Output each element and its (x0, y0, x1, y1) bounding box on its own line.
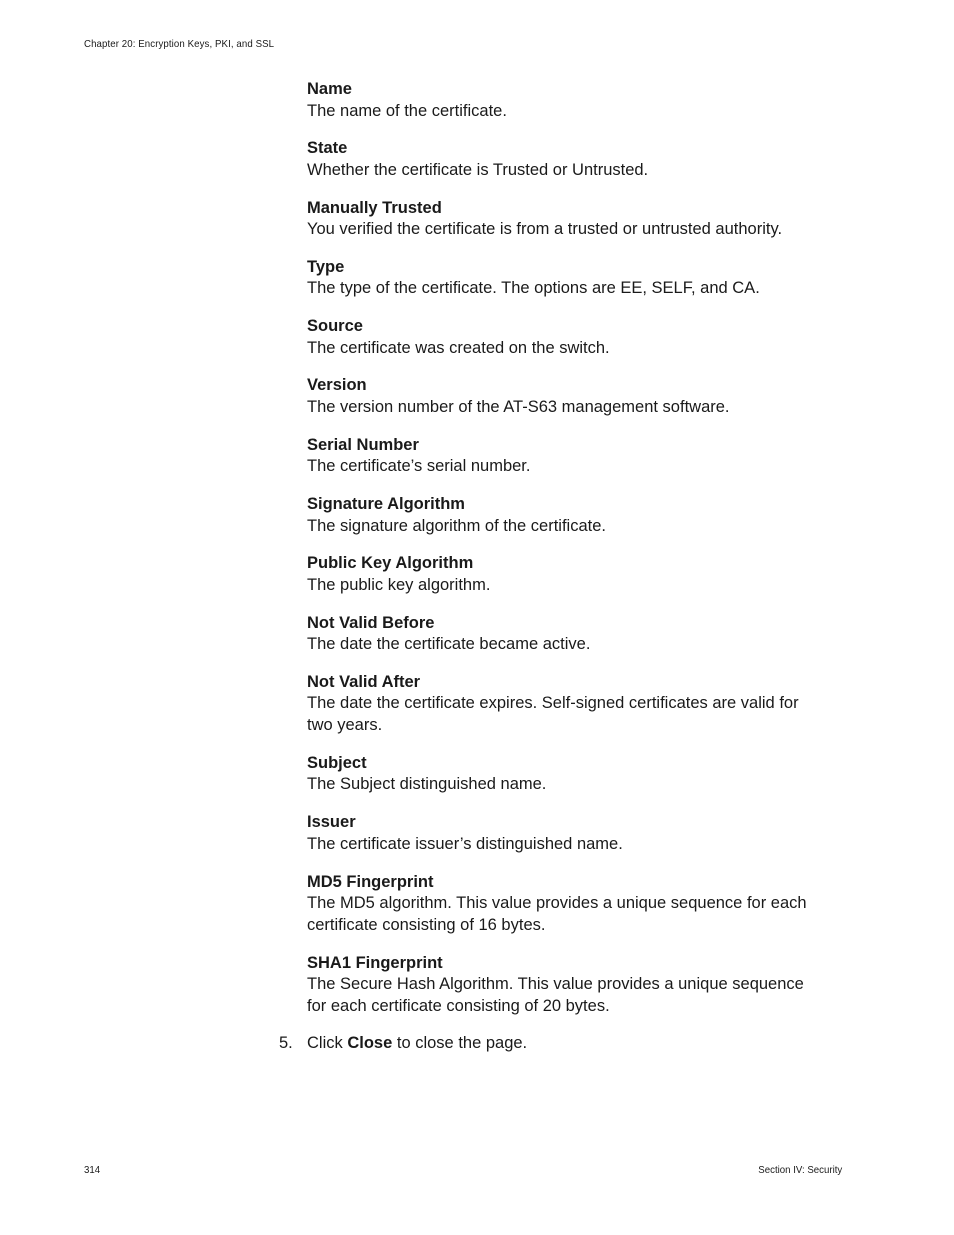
field-description: Whether the certificate is Trusted or Untrusted. (307, 160, 649, 179)
field-description: The MD5 algorithm. This value provides a unique sequence for each certificate consisting of 16 bytes. (307, 894, 807, 934)
field-definition (307, 553, 827, 612)
field-description: The signature algorithm of the certificate. (307, 516, 606, 535)
field-definition (307, 435, 827, 494)
step-number: 5. (279, 1034, 293, 1052)
field-description: The certificate was created on the switch. (307, 338, 610, 357)
field-term: Type (307, 257, 345, 276)
field-description: The type of the certificate. The options are EE, SELF, and CA. (307, 279, 760, 298)
field-definition (307, 198, 827, 257)
field-term: Issuer (307, 813, 356, 832)
procedure-step (279, 1033, 527, 1055)
field-description: The version number of the AT-S63 management software. (307, 397, 730, 416)
field-definition (307, 79, 827, 138)
field-term: Name (307, 80, 352, 98)
field-term: Serial Number (307, 435, 419, 454)
field-description: The date the certificate became active. (307, 635, 591, 654)
field-term: Not Valid After (307, 672, 421, 691)
step-text-prefix: Click (307, 1034, 348, 1052)
close-label: Close (347, 1034, 393, 1052)
field-term: SHA1 Fingerprint (307, 953, 443, 972)
field-definition-list (307, 79, 827, 1034)
field-term: Public Key Algorithm (307, 554, 474, 573)
running-header: Chapter 20: Encryption Keys, PKI, and SSL (84, 38, 275, 50)
field-definition (307, 375, 827, 434)
field-description: The certificate issuer’s distinguished name. (307, 834, 623, 853)
field-definition (307, 872, 827, 953)
field-term: Signature Algorithm (307, 495, 465, 514)
field-definition (307, 812, 827, 871)
field-definition (307, 613, 827, 672)
field-term: Version (307, 376, 367, 395)
field-description: You verified the certificate is from a trusted or untrusted authority. (307, 220, 783, 239)
field-definition (307, 953, 827, 1034)
field-definition (307, 138, 827, 197)
field-definition (307, 316, 827, 375)
field-term: Not Valid Before (307, 613, 435, 632)
field-description: The name of the certificate. (307, 101, 507, 120)
page-number: 314 (84, 1164, 101, 1176)
field-term: State (307, 139, 348, 158)
field-term: Subject (307, 753, 367, 772)
field-term: Manually Trusted (307, 198, 442, 217)
field-definition (307, 494, 827, 553)
field-description: The certificate’s serial number. (307, 457, 531, 476)
step-text-suffix: to close the page. (392, 1034, 528, 1052)
field-definition (307, 672, 827, 753)
field-term: MD5 Fingerprint (307, 872, 434, 891)
field-term: Source (307, 317, 363, 336)
field-definition (307, 257, 827, 316)
field-definition (307, 753, 827, 812)
field-description: The Secure Hash Algorithm. This value provides a unique sequence for each certificate consisting of 20 bytes. (307, 975, 804, 1015)
field-description: The date the certificate expires. Self-signed certificates are valid for two years. (307, 694, 799, 734)
field-description: The Subject distinguished name. (307, 775, 547, 794)
field-description: The public key algorithm. (307, 575, 491, 594)
running-footer-section: Section IV: Security (758, 1164, 842, 1176)
